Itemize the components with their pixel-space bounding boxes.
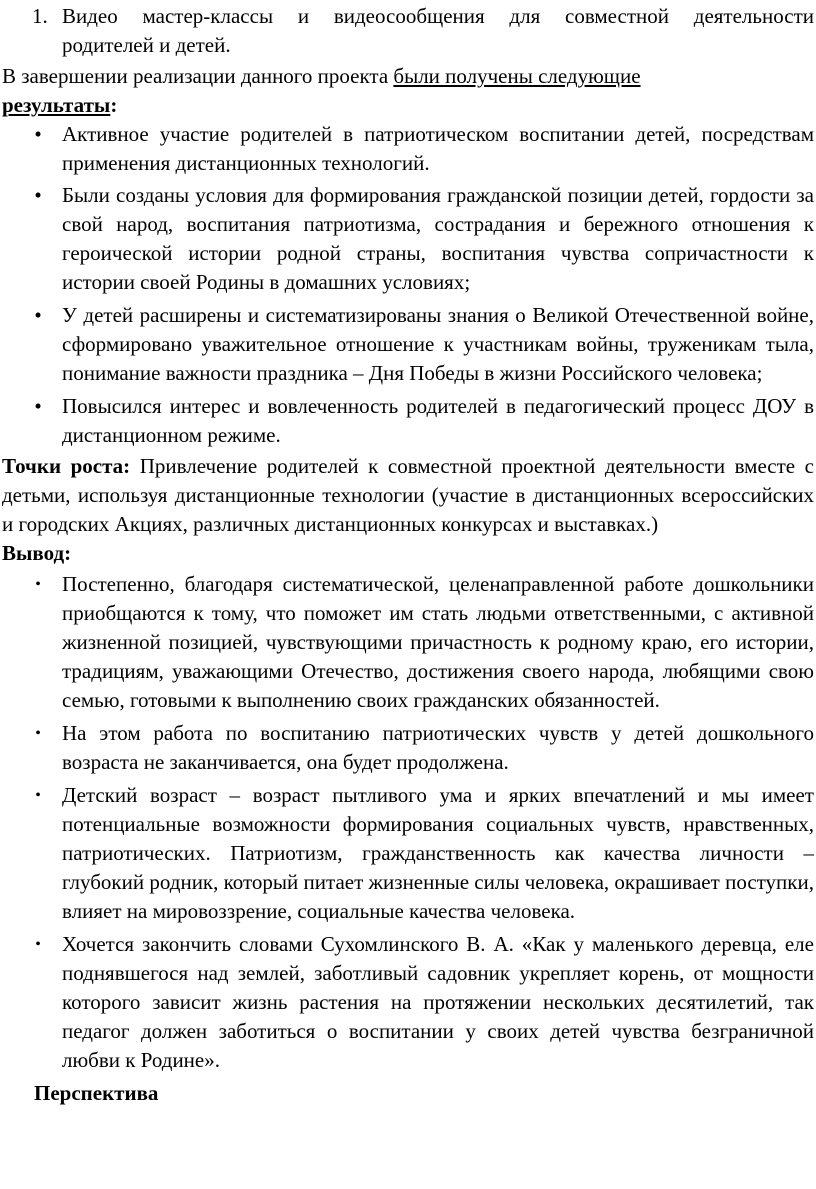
results-intro-underlined: были получены следующие [393,64,641,88]
conclusion-heading [0,539,816,568]
results-colon: : [110,93,118,117]
perspective-heading: Перспектива [34,1081,159,1105]
bullet-icon: • [34,122,42,146]
growth-points [0,452,816,539]
list-item [0,781,816,926]
list-item-text: Постепенно, благодаря систематической, целенаправленной работе дошкольники приобщаются к тому, что поможет им стать людьми ответственными, с активной жизненной позицией, чувствующими причастность к родному краю, его истории, традициям, уважающими Отечество, достижения своего народа, любящими свою семью, готовыми к выполнению своих гражданских обязанностей. [62,572,814,712]
list-item [0,930,816,1075]
bullet-icon: • [35,725,41,742]
list-item-text: Были созданы условия для формирования гражданской позиции детей, гордости за свой народ, воспитания патриотизма, сострадания и бережного отношения к героической истории родной страны, воспитания чувства сопричастности к истории своей Родины в домашних условиях; [62,183,814,294]
list-item-text: У детей расширены и систематизированы знания о Великой Отечественной войне, сформировано уважительное отношение к участникам войны, труженикам тыла, понимание важности праздника – Дня Победы в жизни Российского человека; [62,303,814,385]
numbered-item-line-1: Видео мастер-классы и видеосообщения для совместной деятельности [62,4,814,28]
conclusion-list [0,570,816,1075]
results-intro [0,62,816,120]
results-intro-prefix: В завершении реализации данного проекта [2,64,394,88]
list-item [0,570,816,715]
bullet-icon: • [35,787,41,804]
list-item-text: Повысился интерес и вовлеченность родителей в педагогический процесс ДОУ в дистанционном режиме. [62,394,814,447]
list-item [0,719,816,777]
list-number: 1. [32,4,48,28]
list-item-text: Активное участие родителей в патриотическом воспитании детей, посредствам применения дистанционных технологий. [62,122,814,175]
bullet-icon: • [35,576,41,593]
bullet-icon: • [34,394,42,418]
results-heading: результаты [2,93,111,117]
results-list [0,120,816,450]
numbered-item-line-2: родителей и детей. [62,33,231,57]
numbered-list-item [0,2,816,60]
bullet-icon: • [34,183,42,207]
list-item [0,181,816,297]
bullet-icon: • [34,303,42,327]
list-item-text: На этом работа по воспитанию патриотических чувств у детей дошкольного возраста не заканчивается, она будет продолжена. [62,721,814,774]
growth-label: Точки роста: [2,454,131,478]
list-item-text: Хочется закончить словами Сухомлинского В. А. «Как у маленького деревца, еле поднявшегося над землей, заботливый садовник укрепляет корень, от мощности которого зависит жизнь растения на протяжении нескольких десятилетий, так педагог должен заботиться о воспитании у своих детей чувства безграничной любви к Родине». [62,932,814,1072]
list-item [0,301,816,388]
growth-text: Привлечение родителей к совместной проектной деятельности вместе с детьми, используя дистанционные технологии (участие в дистанционных всероссийских и городских Акциях, различных дистанционных конкурсах и выставках.) [2,454,814,536]
bullet-icon: • [35,936,41,953]
list-item [0,392,816,450]
conclusion-label: Вывод: [2,541,72,565]
list-item-text: Детский возраст – возраст пытливого ума и ярких впечатлений и мы имеет потенциальные возможности формирования социальных чувств, нравственных, патриотических. Патриотизм, гражданственность как качества личности – глубокий родник, который питает жизненные силы человека, окрашивает поступки, влияет на мировоззрение, социальные качества человека. [62,783,814,923]
list-item [0,120,816,178]
